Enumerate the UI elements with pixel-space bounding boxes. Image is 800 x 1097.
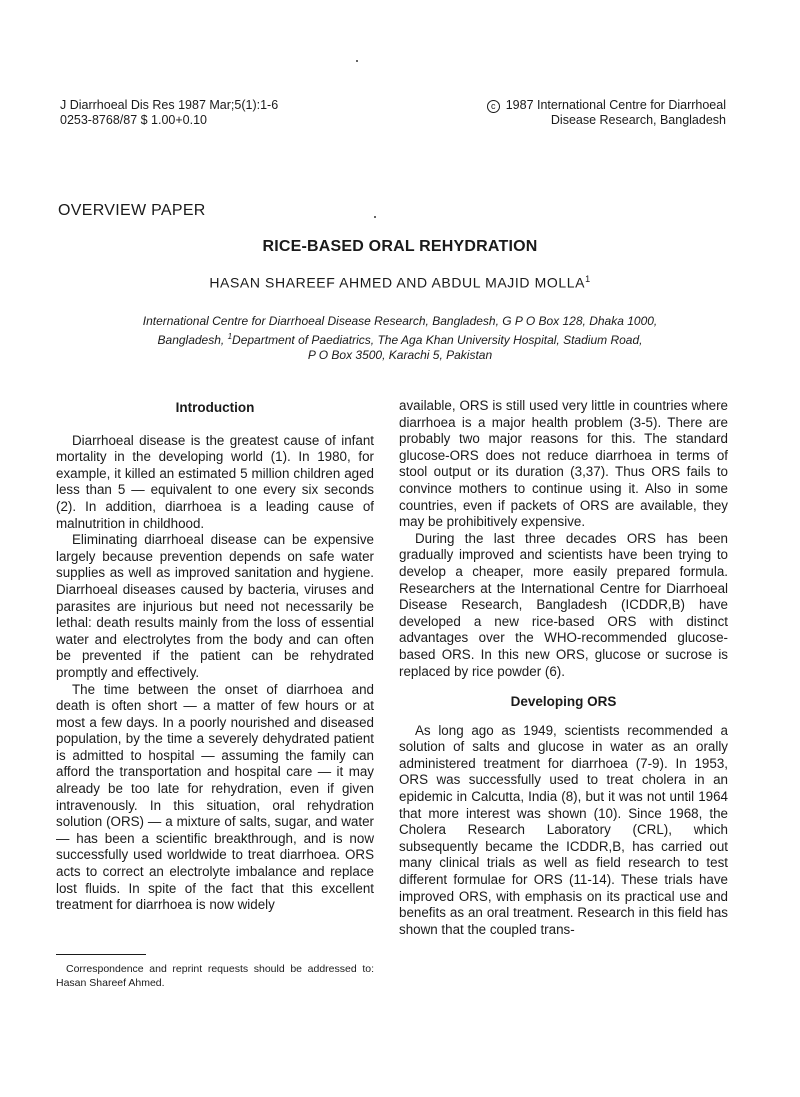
copyright-icon: c xyxy=(487,100,500,113)
scan-speck xyxy=(356,60,358,62)
paragraph: available, ORS is still used very little in countries where diarrhoea is a major health problem (3-5). There are probably two major reasons for this. The standard glucose-ORS does not reduce diarrhoea in terms of stool output or its duration (3,37). Thus ORS fails to convince mothers to continue using it. Also in some countries, even if packets of ORS are available, they may be prohibitively expensive. xyxy=(399,398,728,530)
heading-introduction: Introduction xyxy=(175,400,255,415)
citation-line-1: J Diarrhoeal Dis Res 1987 Mar;5(1):1-6 xyxy=(60,98,279,112)
paragraph: During the last three decades ORS has been gradually improved and scientists have been trying to develop a cheaper, more easily prepared formula. Researchers at the International Centre for Diarrhoeal Disease Research, Bangladesh (ICDDR,B) have developed a new rice-based ORS with distinct advantages over the WHO-recommended glucose-based ORS. In this new ORS, glucose or sucrose is replaced by rice powder (6). xyxy=(399,530,728,679)
journal-citation xyxy=(60,98,390,128)
heading-developing-ors: Developing ORS xyxy=(510,694,617,710)
paragraph: The time between the onset of diarrhoea and death is often short — a matter of few hours or at most a few days. In a poorly nourished and diseased population, by the time a severely dehydrated patient is admitted to hospital — assuming the family can afford the transportation and hospital care — it may already be too late for rehydration, even if given intravenously. In this situation, oral rehydration solution (ORS) — a mixture of salts, sugar, and water — has been a scientific breakthrough, and is now successfully used worldwide to treat diarrhoea. ORS acts to correct an electrolyte imbalance and replace lost fluids. In spite of the fact that this excellent treatment for diarrhoea is now widely xyxy=(56,681,374,913)
affiliations xyxy=(90,314,710,363)
copyright-line-2: Disease Research, Bangladesh xyxy=(550,113,726,127)
affiliation-line-3: P O Box 3500, Karachi 5, Pakistan xyxy=(307,348,493,362)
paragraph: As long ago as 1949, scientists recommended a solution of salts and glucose in water as an orally administered treatment for diarrhoea (7-9). In 1953, ORS was successfully used to treat cholera in an epidemic in Calcutta, India (8), but it was not until 1964 that more interest was shown (10). Since 1968, the Cholera Research Laboratory (CRL), which subsequently became the ICDDR,B, has carried out many clinical trials as well as field research to test different formulae for ORS (11-14). These trials have improved ORS, with emphasis on its practical use and benefits as an oral treatment. Research in this field has shown that the coupled trans- xyxy=(399,722,728,937)
paragraph: Eliminating diarrhoeal disease can be expensive largely because prevention depends on safe water supplies as well as improved sanitation and hygiene. Diarrhoeal diseases caused by bacteria, viruses and parasites are injurious but need not necessarily be lethal: death results mainly from the loss of essential water and electrolytes from the body and can often be prevented if the patient can be rehydrated promptly and effectively. xyxy=(56,532,374,680)
citation-line-2: 0253-8768/87 $ 1.00+0.10 xyxy=(60,113,208,127)
left-column xyxy=(56,396,374,914)
copyright-notice xyxy=(396,98,726,128)
paragraph: Diarrhoeal disease is the greatest cause of infant mortality in the developing world (1). In 1980, for example, it killed an estimated 5 million children aged less than 5 — equivalent to one every six seconds (2). In addition, diarrhoea is a leading cause of malnutrition in childhood. xyxy=(56,432,374,531)
affiliation-line-2a: Bangladesh, xyxy=(157,333,225,347)
affiliation-sup: 1 xyxy=(227,332,233,341)
author-list xyxy=(0,274,800,291)
right-column xyxy=(399,398,728,938)
footnote-rule xyxy=(56,954,146,955)
affiliation-line-2b: Department of Paediatrics, The Aga Khan University Hospital, Stadium Road, xyxy=(232,333,643,347)
section-label: OVERVIEW PAPER xyxy=(58,202,206,219)
author-names: HASAN SHAREEF AHMED AND ABDUL MAJID MOLLA xyxy=(209,274,586,291)
affiliation-line-1: International Centre for Diarrhoeal Disease Research, Bangladesh, G P O Box 128, Dhaka 1000, xyxy=(142,314,658,328)
copyright-line-1: 1987 International Centre for Diarrhoeal xyxy=(505,98,726,112)
paper-title: RICE-BASED ORAL REHYDRATION xyxy=(262,238,538,255)
author-sup: 1 xyxy=(585,274,591,284)
footnote: Correspondence and reprint requests should be addressed to: Hasan Shareef Ahmed. xyxy=(56,963,374,989)
scan-speck xyxy=(374,216,376,218)
